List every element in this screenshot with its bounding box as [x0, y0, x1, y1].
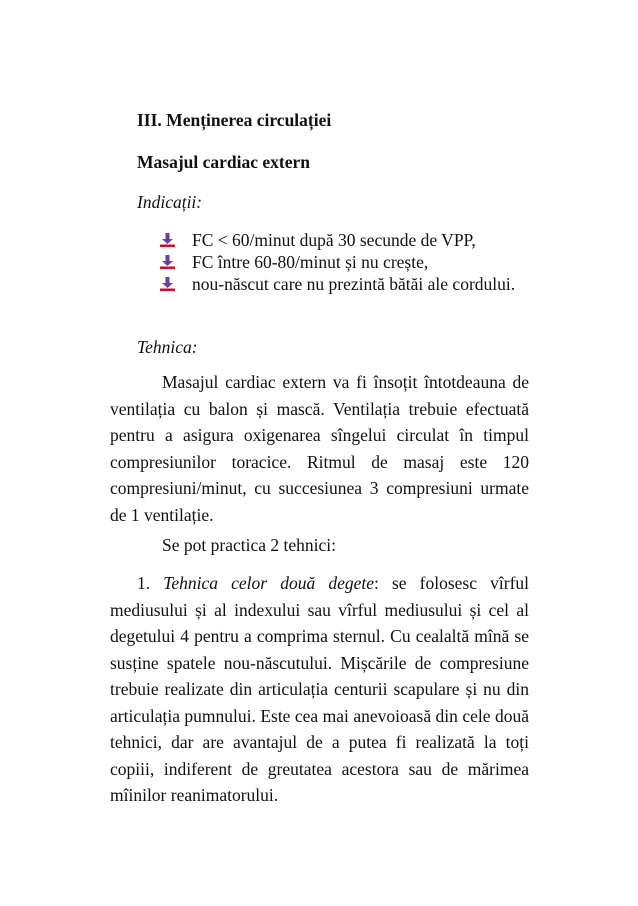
- list-item: [159, 273, 529, 295]
- list-item-text: FC între 60-80/minut și nu crește,: [192, 252, 429, 272]
- paragraph-technique-1: [110, 570, 529, 809]
- list-item: [159, 229, 529, 251]
- tehnica-label: Tehnica:: [137, 337, 198, 357]
- technique-name: Tehnica celor două degete: [163, 573, 374, 593]
- list-item: [159, 251, 529, 273]
- list-item-text: nou-născut care nu prezintă bătăi ale cordului.: [192, 274, 516, 294]
- indicatii-list: [159, 229, 529, 295]
- indicatii-label: Indicații:: [137, 192, 203, 212]
- technique-description: : se folosesc vîrful mediusului și al indexului sau vîrful mediusului și cel al degetului 4 pentru a comprima sternul. Cu cealaltă mînă se susține spatele nou-născutului. Mișcările de compresiune trebuie realizate din articulația centurii scapulare și nu din articulația pumnului. Este cea mai anevoioasă din cele două tehnici, dar are avantajul de a putea fi realizată la toți copiii, indiferent de greutatea acestora sau de mărimea mîinilor reanimatorului.: [110, 573, 530, 805]
- paragraph-ventilation: Masajul cardiac extern va fi însoțit întotdeauna de ventilația cu balon și mască. Ventilația trebuie efectuată pentru a asigura oxigenarea sîngelui circulat în timpul compresiunilor toracice. Ritmul de masaj este 120 compresiuni/minut, cu succesiunea 3 compresiuni urmate de 1 ventilație.: [110, 372, 529, 525]
- subheading: Masajul cardiac extern: [137, 152, 311, 172]
- item-number: 1.: [137, 573, 151, 593]
- arrow-down-bullet-icon: [159, 233, 176, 248]
- arrow-down-bullet-icon: [159, 277, 176, 292]
- arrow-down-bullet-icon: [159, 255, 176, 270]
- paragraph-techniques-intro: Se pot practica 2 tehnici:: [162, 535, 336, 555]
- list-item-text: FC < 60/minut după 30 secunde de VPP,: [192, 230, 476, 250]
- section-heading: III. Menținerea circulației: [137, 110, 332, 130]
